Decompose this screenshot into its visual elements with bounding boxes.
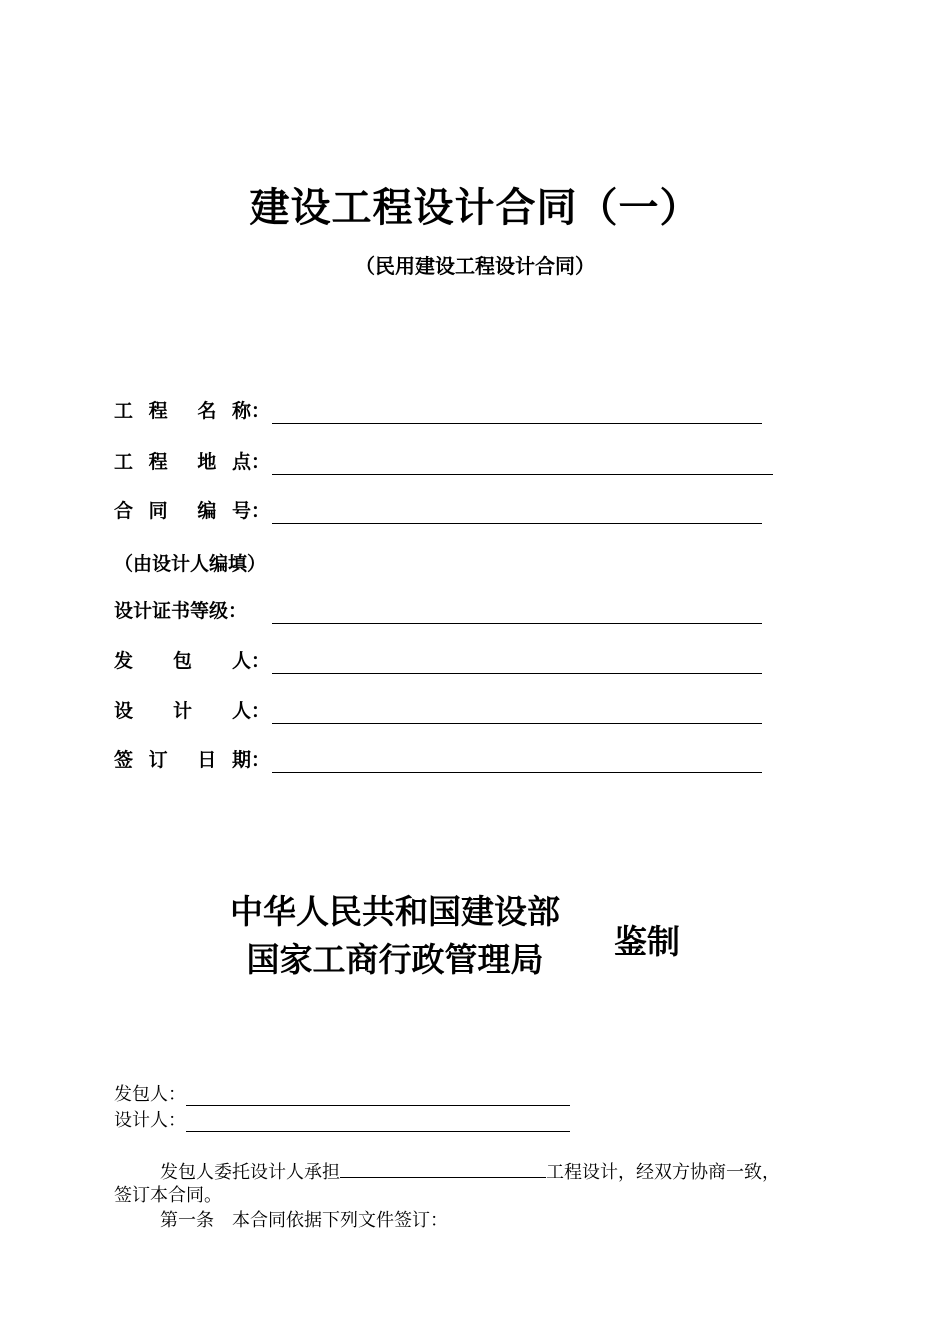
issuer-ministry: 中华人民共和国建设部 [230,892,560,931]
signing-date-line[interactable] [272,752,762,773]
body-paragraph-1-cont: 签订本合同。 [114,1185,222,1206]
field-label: 工 程 名 称： [114,400,270,422]
field-contract-number [114,498,762,524]
body-paragraph-1 [160,1159,780,1185]
party-designer-label: 设计人： [114,1110,186,1131]
certificate-grade-line[interactable] [272,603,762,624]
party-designer-line[interactable] [186,1113,570,1132]
field-label: 设计证书等级： [114,600,248,622]
field-label: 设 计 人： [114,700,270,722]
project-name-line[interactable] [272,403,762,424]
field-label: 合 同 编 号： [114,500,270,522]
contract-number-note: （由设计人编填） [114,553,267,575]
field-label: 工 程 地 点： [114,451,270,473]
para1-start: 发包人委托设计人承担 [160,1162,340,1183]
employer-line[interactable] [272,653,762,674]
document-subtitle: （民用建设工程设计合同） [355,254,595,278]
party-employer-line[interactable] [186,1087,570,1106]
article-1: 第一条 本合同依据下列文件签订： [160,1210,448,1231]
field-project-location [114,449,773,475]
field-designer [114,698,762,724]
field-signing-date [114,747,762,773]
designer-line[interactable] [272,703,762,724]
field-label: 签 订 日 期： [114,749,270,771]
issuer-bureau: 国家工商行政管理局 [246,940,544,979]
party-employer [114,1084,570,1106]
para1-end: 工程设计，经双方协商一致， [546,1162,780,1183]
project-location-line[interactable] [272,454,773,475]
field-certificate-grade [114,598,762,624]
document-title: 建设工程设计合同（一） [249,185,701,231]
field-employer [114,648,762,674]
field-label: 发 包 人： [114,650,270,672]
party-employer-label: 发包人： [114,1084,186,1105]
contract-number-line[interactable] [272,503,762,524]
issuer-stamp: 鉴制 [614,922,680,961]
project-blank[interactable] [340,1159,546,1178]
party-designer [114,1110,570,1132]
field-project-name [114,398,762,424]
